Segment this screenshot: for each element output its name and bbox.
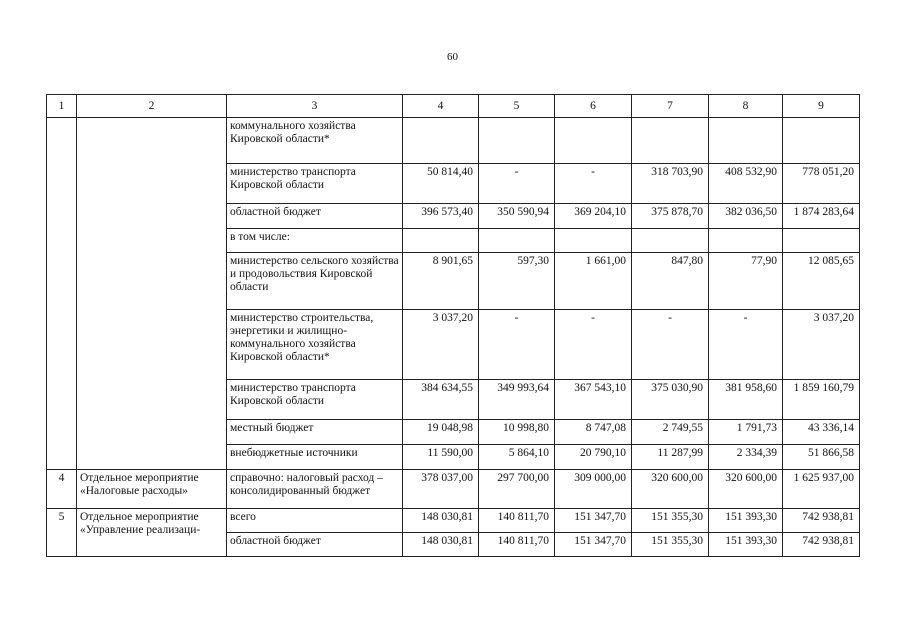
source-label: внебюджетные источники [227,445,403,470]
source-label: местный бюджет [227,420,403,445]
value-cell [709,229,783,253]
value-cell [555,118,632,164]
value-cell: 847,80 [632,253,709,310]
value-cell: 5 864,10 [479,445,555,470]
value-cell: - [479,164,555,204]
value-cell: 151 347,70 [555,533,632,557]
source-label: министерство сельского хозяйства и продовольствия Кировской области [227,253,403,310]
value-cell: - [479,310,555,380]
value-cell: 2 334,39 [709,445,783,470]
value-cell: 140 811,70 [479,533,555,557]
value-cell: 1 874 283,64 [783,204,860,229]
value-cell: 396 573,40 [403,204,479,229]
value-cell [783,229,860,253]
table-row [47,118,860,164]
table-row [47,509,860,533]
value-cell: 51 866,58 [783,445,860,470]
value-cell: - [555,310,632,380]
value-cell: 11 590,00 [403,445,479,470]
value-cell: - [555,164,632,204]
source-label: областной бюджет [227,533,403,557]
value-cell: 50 814,40 [403,164,479,204]
value-cell [632,118,709,164]
value-cell [479,118,555,164]
source-label: областной бюджет [227,204,403,229]
column-header: 9 [783,95,860,118]
value-cell: 2 749,55 [632,420,709,445]
source-label: в том числе: [227,229,403,253]
table-body [47,95,860,557]
value-cell: 382 036,50 [709,204,783,229]
value-cell: 318 703,90 [632,164,709,204]
row-number-cell: 4 [47,470,77,509]
column-header: 5 [479,95,555,118]
value-cell: 11 287,99 [632,445,709,470]
value-cell: 3 037,20 [403,310,479,380]
value-cell: 384 634,55 [403,380,479,420]
value-cell: 375 878,70 [632,204,709,229]
value-cell: 20 790,10 [555,445,632,470]
value-cell: 1 661,00 [555,253,632,310]
value-cell: 3 037,20 [783,310,860,380]
value-cell: - [709,310,783,380]
value-cell: 350 590,94 [479,204,555,229]
value-cell: - [632,310,709,380]
source-label: всего [227,509,403,533]
value-cell: 43 336,14 [783,420,860,445]
value-cell: 12 085,65 [783,253,860,310]
source-label: министерство строительства, энергетики и жилищно-коммунального хозяйства Кировской области* [227,310,403,380]
value-cell [632,229,709,253]
value-cell: 378 037,00 [403,470,479,509]
value-cell [709,118,783,164]
column-header: 3 [227,95,403,118]
value-cell: 151 355,30 [632,509,709,533]
value-cell: 349 993,64 [479,380,555,420]
value-cell: 369 204,10 [555,204,632,229]
value-cell: 151 393,30 [709,533,783,557]
measure-name-cell: Отдельное мероприятие «Налоговые расходы» [77,470,227,509]
value-cell: 1 791,73 [709,420,783,445]
value-cell: 8 747,08 [555,420,632,445]
value-cell: 8 901,65 [403,253,479,310]
value-cell: 148 030,81 [403,533,479,557]
measure-name-cell: Отдельное мероприятие «Управление реализаци- [77,509,227,557]
source-label: министерство транспорта Кировской области [227,380,403,420]
value-cell: 408 532,90 [709,164,783,204]
value-cell: 367 543,10 [555,380,632,420]
value-cell: 381 958,60 [709,380,783,420]
column-header: 1 [47,95,77,118]
row-number-cell: 5 [47,509,77,557]
table-row [47,470,860,509]
value-cell: 375 030,90 [632,380,709,420]
value-cell: 1 625 937,00 [783,470,860,509]
value-cell [479,229,555,253]
value-cell [783,118,860,164]
value-cell: 320 600,00 [632,470,709,509]
column-header: 7 [632,95,709,118]
value-cell: 297 700,00 [479,470,555,509]
value-cell: 778 051,20 [783,164,860,204]
value-cell: 19 048,98 [403,420,479,445]
value-cell: 309 000,00 [555,470,632,509]
value-cell: 597,30 [479,253,555,310]
value-cell [403,118,479,164]
value-cell: 10 998,80 [479,420,555,445]
value-cell: 151 355,30 [632,533,709,557]
value-cell: 151 393,30 [709,509,783,533]
value-cell [403,229,479,253]
column-header: 2 [77,95,227,118]
page-number: 60 [447,51,458,63]
value-cell: 742 938,81 [783,509,860,533]
value-cell: 148 030,81 [403,509,479,533]
header-row [47,95,860,118]
measure-name-cell [77,118,227,470]
value-cell: 77,90 [709,253,783,310]
value-cell [555,229,632,253]
column-header: 4 [403,95,479,118]
source-label: коммунального хозяйства Кировской области* [227,118,403,164]
value-cell: 742 938,81 [783,533,860,557]
row-number-cell [47,118,77,470]
source-label: справочно: налоговый расход – консолидированный бюджет [227,470,403,509]
value-cell: 151 347,70 [555,509,632,533]
column-header: 6 [555,95,632,118]
source-label: министерство транспорта Кировской области [227,164,403,204]
value-cell: 1 859 160,79 [783,380,860,420]
value-cell: 320 600,00 [709,470,783,509]
value-cell: 140 811,70 [479,509,555,533]
column-header: 8 [709,95,783,118]
budget-table [46,94,860,557]
